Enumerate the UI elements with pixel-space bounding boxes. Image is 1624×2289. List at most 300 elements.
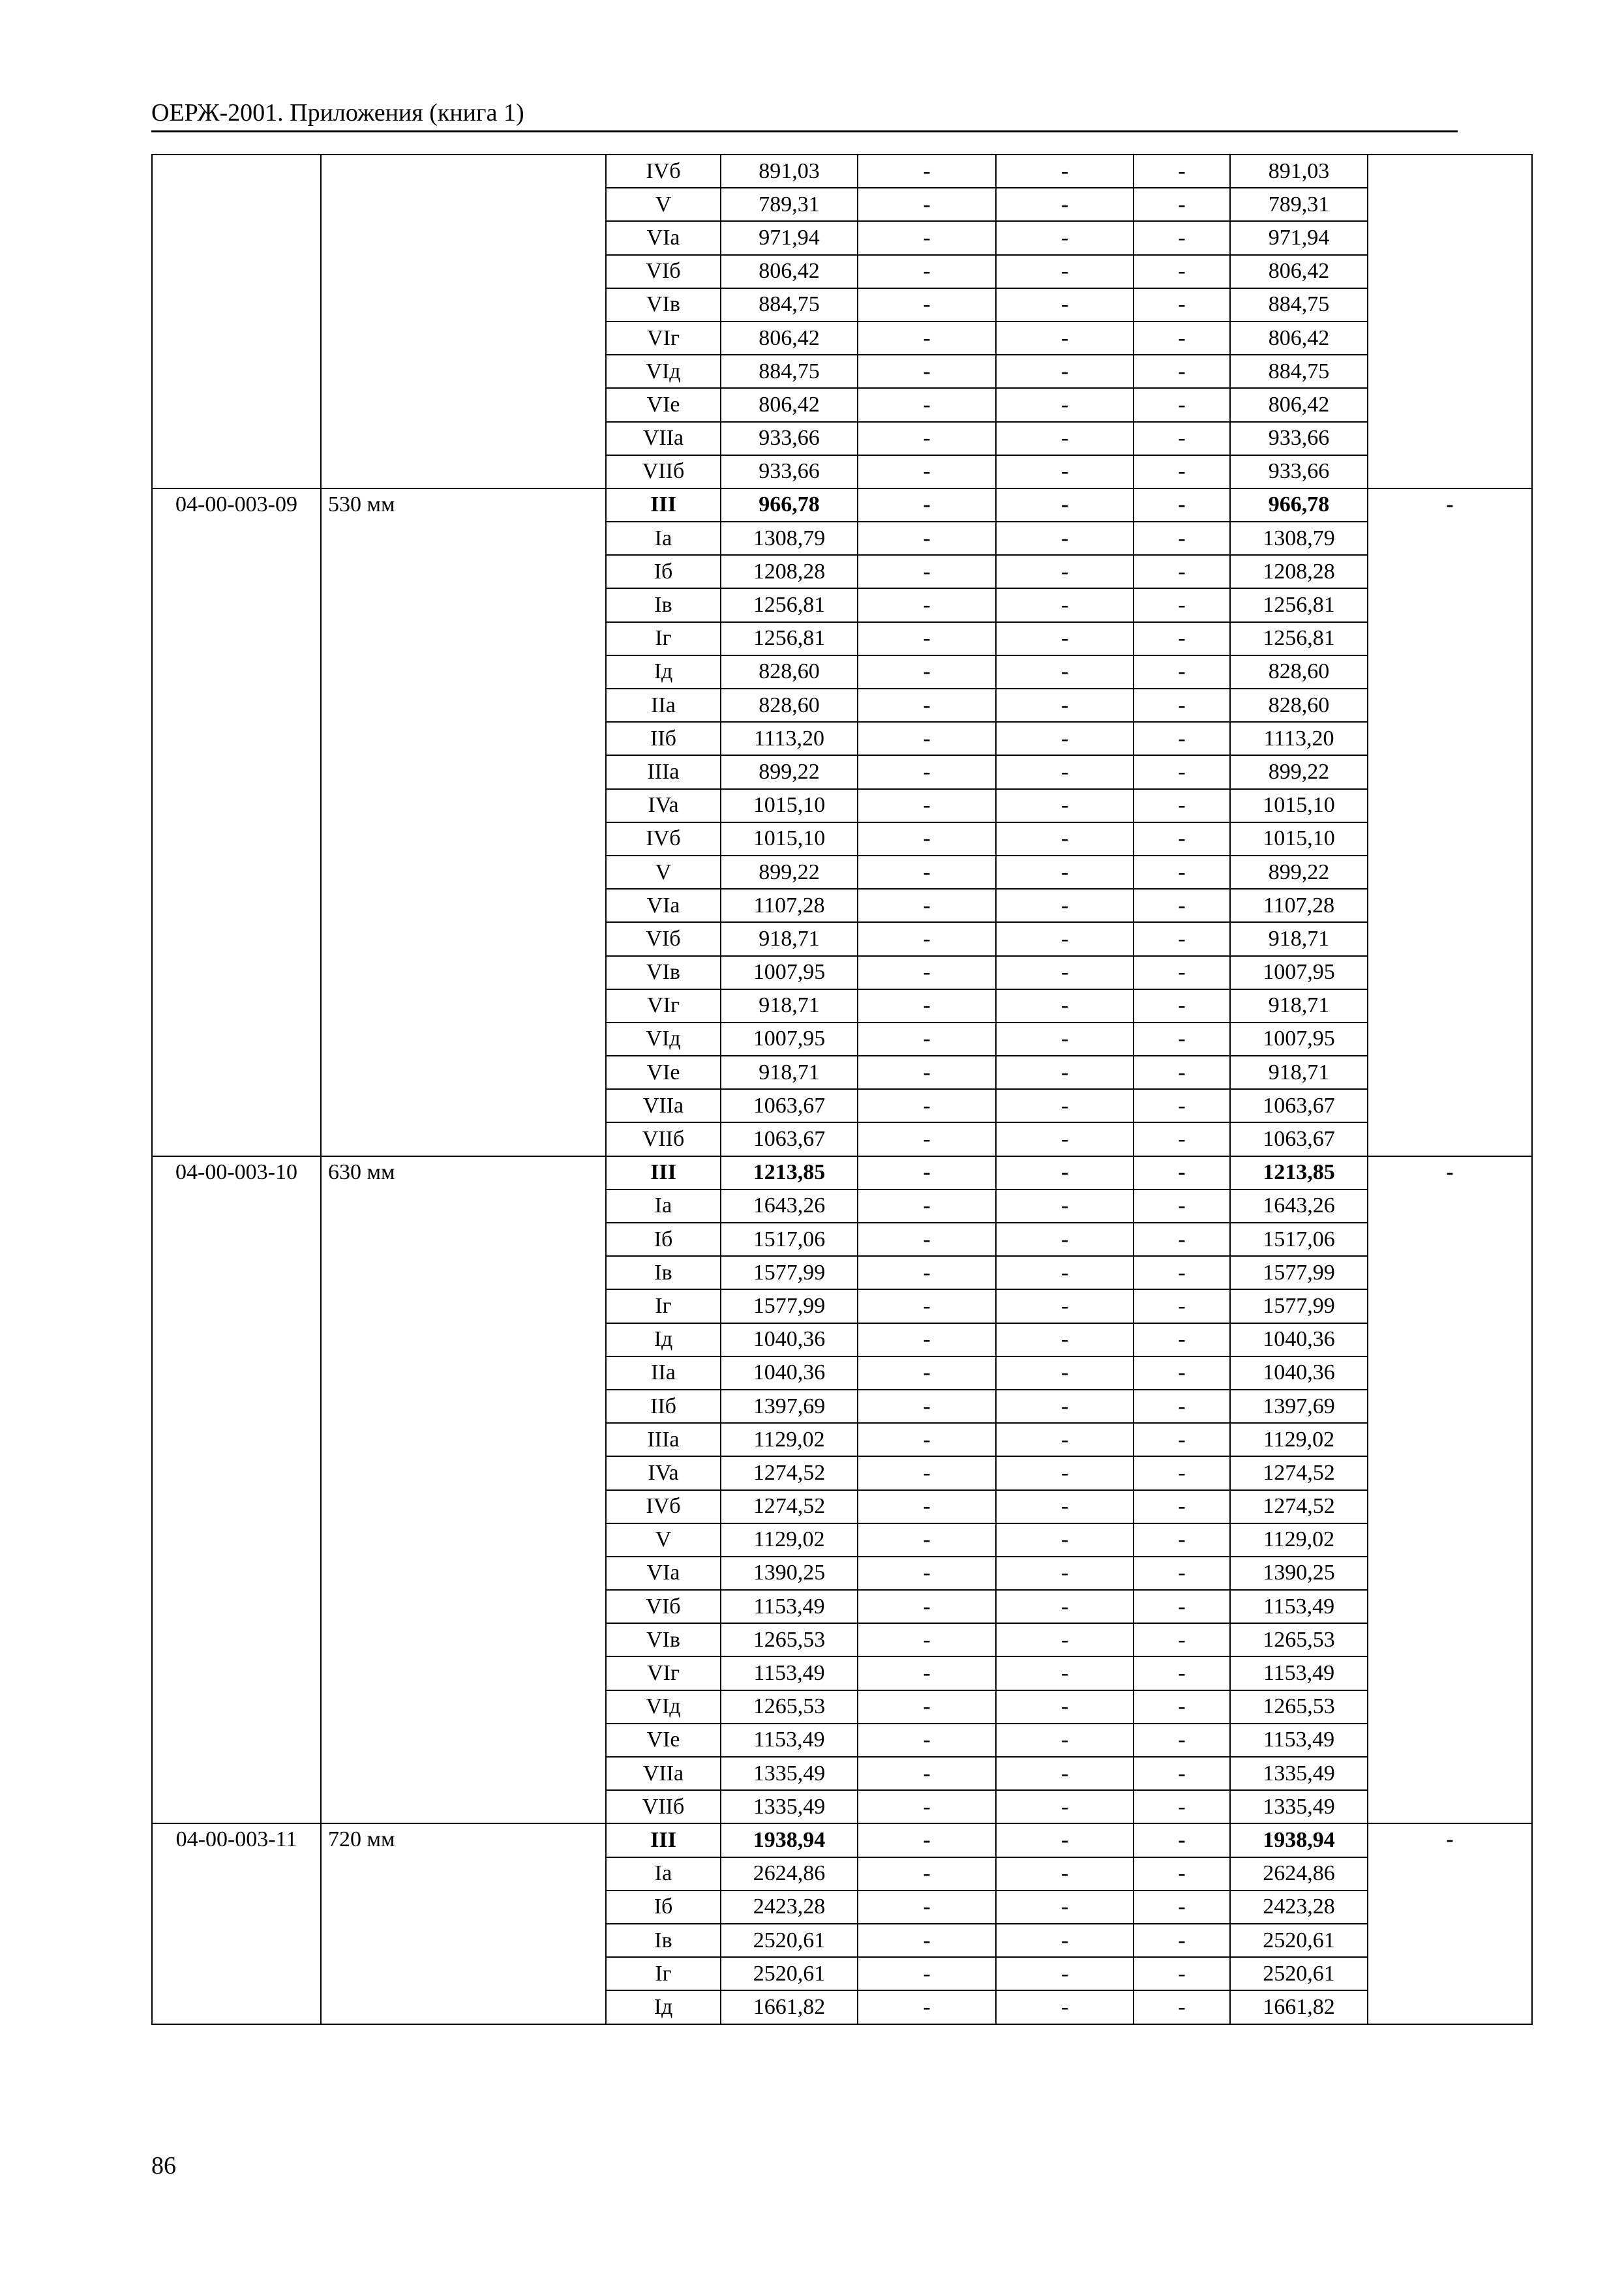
dash-cell: - xyxy=(996,1156,1134,1189)
dash-cell: - xyxy=(1134,1523,1230,1557)
base-price-cell: 1397,69 xyxy=(721,1390,858,1423)
total-price-cell: 1308,79 xyxy=(1230,522,1368,555)
dash-cell: - xyxy=(858,255,996,288)
zone-cell: IIa xyxy=(606,689,721,722)
total-price-cell: 1256,81 xyxy=(1230,588,1368,621)
dash-cell: - xyxy=(996,755,1134,788)
dash-cell: - xyxy=(996,288,1134,322)
total-price-cell: 2423,28 xyxy=(1230,1891,1368,1924)
dash-cell: - xyxy=(858,188,996,221)
base-price-cell: 1938,94 xyxy=(721,1823,858,1857)
total-price-cell: 1153,49 xyxy=(1230,1656,1368,1690)
total-price-cell: 2520,61 xyxy=(1230,1924,1368,1957)
dash-cell: - xyxy=(996,1256,1134,1289)
base-price-cell: 933,66 xyxy=(721,455,858,488)
dash-cell: - xyxy=(996,1690,1134,1724)
dash-cell: - xyxy=(1134,1456,1230,1489)
dash-cell: - xyxy=(858,655,996,689)
base-price-cell: 933,66 xyxy=(721,422,858,455)
total-price-cell: 1274,52 xyxy=(1230,1456,1368,1489)
dash-cell: - xyxy=(996,588,1134,621)
dash-cell: - xyxy=(996,655,1134,689)
total-price-cell: 1335,49 xyxy=(1230,1757,1368,1790)
dash-cell: - xyxy=(858,455,996,488)
zone-cell: Iд xyxy=(606,1323,721,1356)
dash-cell: - xyxy=(1134,1957,1230,1990)
total-price-cell: 789,31 xyxy=(1230,188,1368,221)
dash-cell: - xyxy=(996,1189,1134,1223)
base-price-cell: 884,75 xyxy=(721,355,858,388)
base-price-cell: 1274,52 xyxy=(721,1456,858,1489)
dash-cell: - xyxy=(858,789,996,822)
price-table xyxy=(151,154,1533,2025)
item-diameter: 630 мм xyxy=(321,1156,606,1824)
zone-cell: IIб xyxy=(606,1390,721,1423)
total-price-cell: 1153,49 xyxy=(1230,1590,1368,1623)
base-price-cell: 2624,86 xyxy=(721,1857,858,1891)
dash-cell: - xyxy=(858,1189,996,1223)
zone-cell: III xyxy=(606,1156,721,1189)
dash-cell: - xyxy=(858,355,996,388)
zone-cell: VIб xyxy=(606,1590,721,1623)
dash-cell: - xyxy=(996,1323,1134,1356)
dash-cell: - xyxy=(996,1456,1134,1489)
zone-cell: VIIб xyxy=(606,455,721,488)
dash-cell: - xyxy=(1134,1724,1230,1757)
base-price-cell: 1208,28 xyxy=(721,555,858,588)
base-price-cell: 828,60 xyxy=(721,689,858,722)
dash-cell: - xyxy=(996,1122,1134,1156)
total-price-cell: 884,75 xyxy=(1230,288,1368,322)
zone-cell: VIa xyxy=(606,221,721,254)
item-diameter: 530 мм xyxy=(321,488,606,1156)
dash-cell: - xyxy=(996,1823,1134,1857)
base-price-cell: 1007,95 xyxy=(721,956,858,989)
dash-cell: - xyxy=(996,1356,1134,1390)
zone-cell: VIг xyxy=(606,989,721,1023)
dash-cell: - xyxy=(858,1122,996,1156)
total-price-cell: 1015,10 xyxy=(1230,822,1368,856)
zone-cell: VIг xyxy=(606,322,721,355)
total-price-cell: 1397,69 xyxy=(1230,1390,1368,1423)
zone-cell: Iг xyxy=(606,622,721,655)
dash-cell: - xyxy=(1134,1690,1230,1724)
zone-cell: VIIa xyxy=(606,1757,721,1790)
dash-cell: - xyxy=(858,522,996,555)
zone-cell: VIIa xyxy=(606,422,721,455)
dash-cell: - xyxy=(858,1891,996,1924)
total-price-cell: 1577,99 xyxy=(1230,1289,1368,1323)
zone-cell: Ia xyxy=(606,522,721,555)
dash-cell: - xyxy=(1134,1390,1230,1423)
dash-cell: - xyxy=(858,1957,996,1990)
dash-cell: - xyxy=(858,689,996,722)
total-price-cell: 1256,81 xyxy=(1230,622,1368,655)
base-price-cell: 918,71 xyxy=(721,922,858,955)
zone-cell: Iд xyxy=(606,655,721,689)
dash-cell: - xyxy=(1134,755,1230,788)
total-price-cell: 1335,49 xyxy=(1230,1790,1368,1823)
dash-cell: - xyxy=(1134,956,1230,989)
total-price-cell: 1643,26 xyxy=(1230,1189,1368,1223)
zone-cell: V xyxy=(606,188,721,221)
total-price-cell: 1208,28 xyxy=(1230,555,1368,588)
dash-cell: - xyxy=(996,622,1134,655)
base-price-cell: 1256,81 xyxy=(721,622,858,655)
zone-cell: Ia xyxy=(606,1857,721,1891)
dash-cell: - xyxy=(858,1323,996,1356)
dash-cell: - xyxy=(996,722,1134,755)
total-price-cell: 891,03 xyxy=(1230,155,1368,188)
base-price-cell: 789,31 xyxy=(721,188,858,221)
zone-cell: V xyxy=(606,1523,721,1557)
base-price-cell: 918,71 xyxy=(721,989,858,1023)
dash-cell: - xyxy=(1134,655,1230,689)
dash-cell: - xyxy=(1134,689,1230,722)
dash-cell: - xyxy=(858,822,996,856)
total-price-cell: 1129,02 xyxy=(1230,1423,1368,1456)
base-price-cell: 1517,06 xyxy=(721,1223,858,1256)
dash-cell: - xyxy=(1134,1356,1230,1390)
dash-cell: - xyxy=(1134,1223,1230,1256)
dash-cell: - xyxy=(858,889,996,922)
total-price-cell: 1129,02 xyxy=(1230,1523,1368,1557)
dash-cell: - xyxy=(1134,1189,1230,1223)
zone-cell: Iг xyxy=(606,1957,721,1990)
base-price-cell: 1265,53 xyxy=(721,1690,858,1724)
dash-cell: - xyxy=(1134,255,1230,288)
dash-cell: - xyxy=(1134,1891,1230,1924)
dash-cell: - xyxy=(858,1656,996,1690)
dash-cell: - xyxy=(858,1690,996,1724)
base-price-cell: 899,22 xyxy=(721,755,858,788)
zone-cell: VIг xyxy=(606,1656,721,1690)
dash-cell: - xyxy=(996,255,1134,288)
dash-cell: - xyxy=(996,1490,1134,1523)
dash-cell: - xyxy=(1134,588,1230,621)
item-code: 04-00-003-11 xyxy=(152,1823,321,2024)
zone-cell: Iб xyxy=(606,1891,721,1924)
dash-cell: - xyxy=(1134,188,1230,221)
zone-cell: IVб xyxy=(606,155,721,188)
dash-cell: - xyxy=(858,722,996,755)
dash-cell: - xyxy=(858,221,996,254)
dash-cell: - xyxy=(1134,488,1230,522)
total-price-cell: 1274,52 xyxy=(1230,1490,1368,1523)
zone-cell: Iв xyxy=(606,588,721,621)
dash-cell: - xyxy=(1134,789,1230,822)
table-row-group-start xyxy=(152,488,1532,522)
dash-cell: - xyxy=(858,1056,996,1089)
dash-cell: - xyxy=(996,1724,1134,1757)
base-price-cell: 1153,49 xyxy=(721,1656,858,1690)
dash-cell: - xyxy=(858,1156,996,1189)
dash-cell: - xyxy=(858,1790,996,1823)
dash-cell: - xyxy=(1134,522,1230,555)
zone-cell: VIв xyxy=(606,288,721,322)
zone-cell: VIIб xyxy=(606,1790,721,1823)
base-price-cell: 1577,99 xyxy=(721,1289,858,1323)
base-price-cell: 891,03 xyxy=(721,155,858,188)
base-price-cell: 1040,36 xyxy=(721,1323,858,1356)
dash-cell: - xyxy=(1134,555,1230,588)
total-price-cell: 933,66 xyxy=(1230,422,1368,455)
table-body xyxy=(152,155,1532,2024)
dash-cell: - xyxy=(996,856,1134,889)
dash-cell: - xyxy=(1134,1790,1230,1823)
dash-cell: - xyxy=(996,555,1134,588)
zone-cell: IVa xyxy=(606,789,721,822)
dash-cell: - xyxy=(996,1557,1134,1590)
dash-cell: - xyxy=(858,155,996,188)
dash-cell: - xyxy=(996,1656,1134,1690)
dash-cell: - xyxy=(858,1356,996,1390)
dash-cell: - xyxy=(1134,221,1230,254)
total-price-cell: 1577,99 xyxy=(1230,1256,1368,1289)
dash-cell: - xyxy=(858,1590,996,1623)
base-price-cell: 2520,61 xyxy=(721,1924,858,1957)
total-price-cell: 1015,10 xyxy=(1230,789,1368,822)
base-price-cell: 828,60 xyxy=(721,655,858,689)
dash-cell: - xyxy=(1134,856,1230,889)
zone-cell: VIв xyxy=(606,1623,721,1656)
dash-cell: - xyxy=(996,1623,1134,1656)
dash-cell: - xyxy=(996,1523,1134,1557)
dash-cell: - xyxy=(996,1590,1134,1623)
total-price-cell: 1390,25 xyxy=(1230,1557,1368,1590)
dash-cell: - xyxy=(1134,622,1230,655)
dash-cell: - xyxy=(1134,422,1230,455)
total-price-cell: 1661,82 xyxy=(1230,1990,1368,2024)
zone-cell: Iв xyxy=(606,1256,721,1289)
item-note xyxy=(1368,155,1532,488)
total-price-cell: 2520,61 xyxy=(1230,1957,1368,1990)
dash-cell: - xyxy=(1134,1857,1230,1891)
zone-cell: IVa xyxy=(606,1456,721,1489)
dash-cell: - xyxy=(1134,455,1230,488)
dash-cell: - xyxy=(996,922,1134,955)
zone-cell: VIIa xyxy=(606,1089,721,1122)
page-number: 86 xyxy=(151,2152,176,2179)
dash-cell: - xyxy=(858,1724,996,1757)
zone-cell: IIIa xyxy=(606,755,721,788)
base-price-cell: 1643,26 xyxy=(721,1189,858,1223)
zone-cell: VIв xyxy=(606,956,721,989)
dash-cell: - xyxy=(996,1990,1134,2024)
dash-cell: - xyxy=(996,1390,1134,1423)
dash-cell: - xyxy=(1134,1557,1230,1590)
dash-cell: - xyxy=(1134,1122,1230,1156)
dash-cell: - xyxy=(1134,989,1230,1023)
dash-cell: - xyxy=(1134,288,1230,322)
base-price-cell: 1113,20 xyxy=(721,722,858,755)
total-price-cell: 806,42 xyxy=(1230,388,1368,421)
base-price-cell: 1129,02 xyxy=(721,1523,858,1557)
base-price-cell: 918,71 xyxy=(721,1056,858,1089)
zone-cell: IVб xyxy=(606,1490,721,1523)
item-note: - xyxy=(1368,1156,1532,1824)
total-price-cell: 933,66 xyxy=(1230,455,1368,488)
dash-cell: - xyxy=(1134,355,1230,388)
zone-cell: IIIa xyxy=(606,1423,721,1456)
zone-cell: VIa xyxy=(606,1557,721,1590)
dash-cell: - xyxy=(996,1423,1134,1456)
base-price-cell: 966,78 xyxy=(721,488,858,522)
base-price-cell: 1015,10 xyxy=(721,789,858,822)
base-price-cell: 806,42 xyxy=(721,255,858,288)
total-price-cell: 899,22 xyxy=(1230,755,1368,788)
table-row-group-start xyxy=(152,155,1532,188)
zone-cell: Iб xyxy=(606,1223,721,1256)
dash-cell: - xyxy=(1134,1490,1230,1523)
table-row-group-start xyxy=(152,1156,1532,1189)
dash-cell: - xyxy=(1134,1656,1230,1690)
total-price-cell: 1517,06 xyxy=(1230,1223,1368,1256)
dash-cell: - xyxy=(996,1857,1134,1891)
dash-cell: - xyxy=(858,1456,996,1489)
dash-cell: - xyxy=(858,1490,996,1523)
dash-cell: - xyxy=(1134,1823,1230,1857)
dash-cell: - xyxy=(996,1023,1134,1056)
dash-cell: - xyxy=(1134,922,1230,955)
total-price-cell: 828,60 xyxy=(1230,655,1368,689)
base-price-cell: 1577,99 xyxy=(721,1256,858,1289)
dash-cell: - xyxy=(996,488,1134,522)
dash-cell: - xyxy=(858,1089,996,1122)
zone-cell: VIe xyxy=(606,388,721,421)
dash-cell: - xyxy=(858,1390,996,1423)
dash-cell: - xyxy=(996,188,1134,221)
dash-cell: - xyxy=(996,355,1134,388)
dash-cell: - xyxy=(1134,1757,1230,1790)
dash-cell: - xyxy=(858,622,996,655)
page-header-title: ОЕРЖ-2001. Приложения (книга 1) xyxy=(151,99,524,127)
item-note: - xyxy=(1368,1823,1532,2024)
total-price-cell: 2624,86 xyxy=(1230,1857,1368,1891)
dash-cell: - xyxy=(1134,1156,1230,1189)
item-code xyxy=(152,155,321,488)
base-price-cell: 1063,67 xyxy=(721,1122,858,1156)
dash-cell: - xyxy=(858,856,996,889)
dash-cell: - xyxy=(996,822,1134,856)
zone-cell: Iд xyxy=(606,1990,721,2024)
base-price-cell: 2520,61 xyxy=(721,1957,858,1990)
dash-cell: - xyxy=(1134,1924,1230,1957)
dash-cell: - xyxy=(858,288,996,322)
dash-cell: - xyxy=(996,322,1134,355)
total-price-cell: 1040,36 xyxy=(1230,1356,1368,1390)
base-price-cell: 899,22 xyxy=(721,856,858,889)
base-price-cell: 1274,52 xyxy=(721,1490,858,1523)
dash-cell: - xyxy=(858,1256,996,1289)
total-price-cell: 899,22 xyxy=(1230,856,1368,889)
total-price-cell: 918,71 xyxy=(1230,989,1368,1023)
base-price-cell: 1129,02 xyxy=(721,1423,858,1456)
zone-cell: VIб xyxy=(606,922,721,955)
item-code: 04-00-003-09 xyxy=(152,488,321,1156)
total-price-cell: 1063,67 xyxy=(1230,1122,1368,1156)
dash-cell: - xyxy=(996,689,1134,722)
dash-cell: - xyxy=(996,1957,1134,1990)
total-price-cell: 918,71 xyxy=(1230,1056,1368,1089)
dash-cell: - xyxy=(858,989,996,1023)
dash-cell: - xyxy=(996,989,1134,1023)
dash-cell: - xyxy=(996,455,1134,488)
dash-cell: - xyxy=(996,956,1134,989)
dash-cell: - xyxy=(996,1056,1134,1089)
dash-cell: - xyxy=(858,322,996,355)
total-price-cell: 806,42 xyxy=(1230,255,1368,288)
item-diameter xyxy=(321,155,606,488)
total-price-cell: 806,42 xyxy=(1230,322,1368,355)
total-price-cell: 918,71 xyxy=(1230,922,1368,955)
total-price-cell: 884,75 xyxy=(1230,355,1368,388)
dash-cell: - xyxy=(996,1924,1134,1957)
dash-cell: - xyxy=(858,1623,996,1656)
zone-cell: VIa xyxy=(606,889,721,922)
dash-cell: - xyxy=(1134,1623,1230,1656)
base-price-cell: 1213,85 xyxy=(721,1156,858,1189)
dash-cell: - xyxy=(996,1757,1134,1790)
dash-cell: - xyxy=(996,789,1134,822)
total-price-cell: 971,94 xyxy=(1230,221,1368,254)
dash-cell: - xyxy=(996,422,1134,455)
dash-cell: - xyxy=(858,422,996,455)
dash-cell: - xyxy=(858,922,996,955)
zone-cell: III xyxy=(606,488,721,522)
dash-cell: - xyxy=(1134,889,1230,922)
dash-cell: - xyxy=(1134,388,1230,421)
base-price-cell: 806,42 xyxy=(721,388,858,421)
dash-cell: - xyxy=(996,1289,1134,1323)
dash-cell: - xyxy=(858,1990,996,2024)
dash-cell: - xyxy=(1134,1056,1230,1089)
dash-cell: - xyxy=(996,221,1134,254)
zone-cell: VIд xyxy=(606,1023,721,1056)
dash-cell: - xyxy=(1134,155,1230,188)
dash-cell: - xyxy=(996,388,1134,421)
dash-cell: - xyxy=(1134,1256,1230,1289)
item-note: - xyxy=(1368,488,1532,1156)
base-price-cell: 971,94 xyxy=(721,221,858,254)
dash-cell: - xyxy=(858,1857,996,1891)
total-price-cell: 1007,95 xyxy=(1230,1023,1368,1056)
dash-cell: - xyxy=(996,1891,1134,1924)
total-price-cell: 1040,36 xyxy=(1230,1323,1368,1356)
base-price-cell: 2423,28 xyxy=(721,1891,858,1924)
dash-cell: - xyxy=(996,1089,1134,1122)
base-price-cell: 1007,95 xyxy=(721,1023,858,1056)
dash-cell: - xyxy=(996,1790,1134,1823)
dash-cell: - xyxy=(858,588,996,621)
base-price-cell: 1390,25 xyxy=(721,1557,858,1590)
dash-cell: - xyxy=(858,555,996,588)
zone-cell: VIIб xyxy=(606,1122,721,1156)
dash-cell: - xyxy=(858,1289,996,1323)
dash-cell: - xyxy=(858,956,996,989)
dash-cell: - xyxy=(858,1757,996,1790)
zone-cell: Iв xyxy=(606,1924,721,1957)
dash-cell: - xyxy=(858,388,996,421)
total-price-cell: 1265,53 xyxy=(1230,1623,1368,1656)
total-price-cell: 1213,85 xyxy=(1230,1156,1368,1189)
dash-cell: - xyxy=(996,1223,1134,1256)
dash-cell: - xyxy=(1134,1089,1230,1122)
dash-cell: - xyxy=(996,155,1134,188)
base-price-cell: 1335,49 xyxy=(721,1790,858,1823)
dash-cell: - xyxy=(1134,1023,1230,1056)
zone-cell: IIб xyxy=(606,722,721,755)
